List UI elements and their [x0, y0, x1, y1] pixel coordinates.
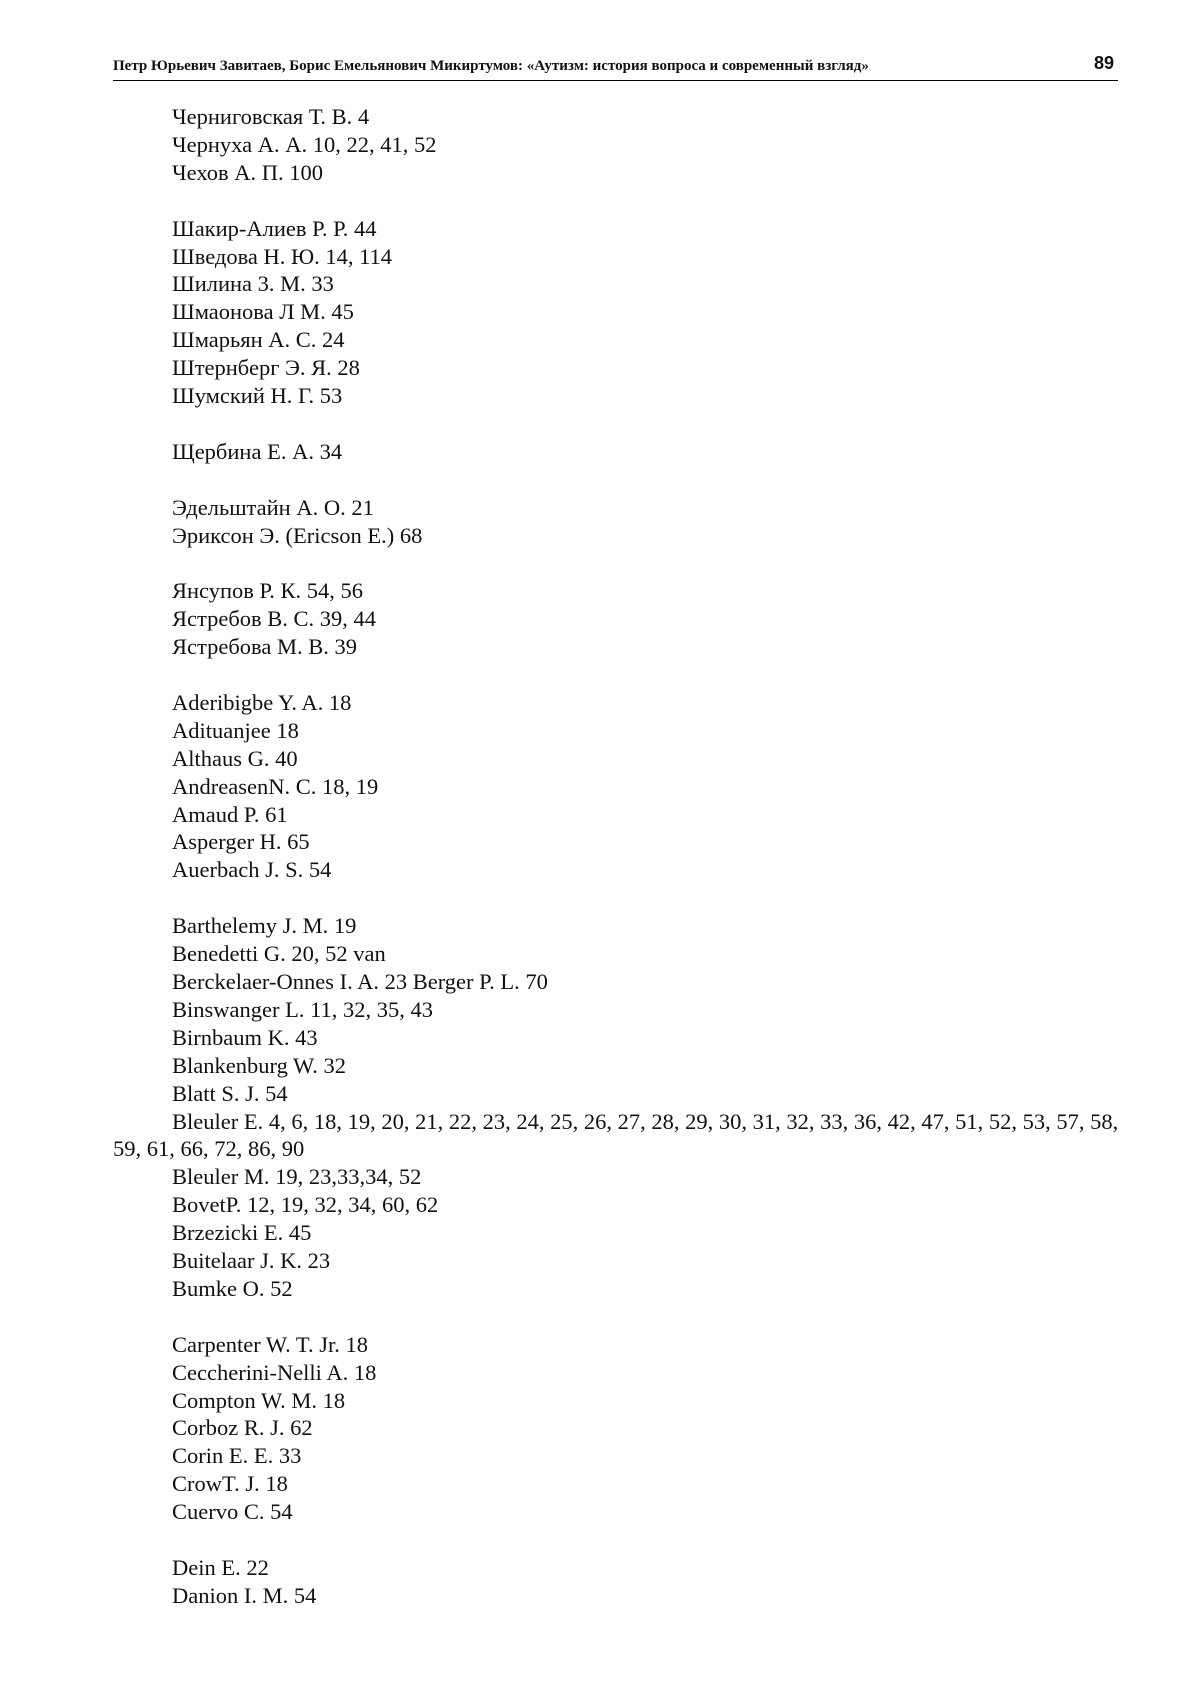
- index-entry: Asperger H. 65: [172, 829, 310, 855]
- index-entry: Ястребова М. В. 39: [172, 634, 357, 660]
- index-group: [113, 215, 1123, 410]
- index-entry: Birnbaum K. 43: [172, 1024, 318, 1050]
- index-entry: Bleuler E. 4, 6, 18, 19, 20, 21, 22, 23, 24, 25, 26, 27, 28, 29, 30, 31, 32, 33, 36, 42, 47, 51, 52, 53, 57, 58, 59, 61, 66, 72, 86, 90: [113, 1108, 1119, 1162]
- index-entry: Carpenter W. T. Jr. 18: [172, 1331, 369, 1357]
- index-entry: Bumke O. 52: [172, 1275, 293, 1301]
- index-entry: Bleuler M. 19, 23,33,34, 52: [172, 1164, 422, 1190]
- index-entry: Штернберг Э. Я. 28: [172, 355, 360, 381]
- index-group: [113, 494, 1123, 550]
- index-entry: Barthelemy J. M. 19: [172, 913, 357, 939]
- index-entry: Ceccherini-Nelli A. 18: [172, 1359, 377, 1385]
- index-entry: Dein E. 22: [172, 1555, 269, 1580]
- index-entry: Cuervo C. 54: [172, 1499, 293, 1525]
- index-entry: Шведова Н. Ю. 14, 114: [172, 243, 393, 269]
- index-entry: Compton W. M. 18: [172, 1387, 346, 1413]
- index-entry: Эриксон Э. (Ericson E.) 68: [172, 522, 423, 548]
- index-entry: Шмарьян А. С. 24: [172, 327, 345, 353]
- index-entry: Berckelaer-Onnes I. A. 23 Berger P. L. 70: [172, 969, 548, 994]
- header-title: Петр Юрьевич Завитаев, Борис Емельянович Микиртумов: «Аутизм: история вопроса и современный взгляд»: [113, 58, 869, 74]
- index-entry: Blankenburg W. 32: [172, 1052, 346, 1078]
- index-entry: Danion I. M. 54: [172, 1582, 317, 1608]
- index-entry: Auerbach J. S. 54: [172, 857, 332, 883]
- index-entry: Brzezicki E. 45: [172, 1220, 312, 1246]
- index-entry: AndreasenN. C. 18, 19: [172, 773, 379, 799]
- index-entry: BovetP. 12, 19, 32, 34, 60, 62: [172, 1192, 439, 1218]
- index-group: [113, 912, 1123, 1303]
- index-group: [113, 1331, 1123, 1526]
- index-entry: Шакир-Алиев Р. Р. 44: [172, 215, 377, 241]
- index-group: [113, 1554, 1123, 1610]
- index-entry: Althaus G. 40: [172, 745, 298, 771]
- index-entry: Amaud P. 61: [172, 801, 288, 827]
- index-entry: Чернуха А. А. 10, 22, 41, 52: [172, 131, 437, 157]
- index-entry: Шмаонова Л М. 45: [172, 299, 354, 325]
- index-group: [113, 689, 1123, 884]
- index-entry: Corboz R. J. 62: [172, 1415, 313, 1441]
- index-entry: Шумский Н. Г. 53: [172, 383, 343, 409]
- index-entry: Шилина 3. М. 33: [172, 271, 334, 297]
- index-entry: Черниговская Т. В. 4: [172, 104, 370, 129]
- index-group: [113, 438, 1123, 466]
- index-entry: Янсупов Р. К. 54, 56: [172, 578, 363, 604]
- index-entry: Corin E. E. 33: [172, 1443, 302, 1469]
- index-entry: Щербина Е. А. 34: [172, 438, 343, 464]
- page-number: 89: [1093, 53, 1114, 73]
- index-group: [113, 103, 1123, 187]
- index-entry: Buitelaar J. K. 23: [172, 1248, 331, 1274]
- index-entry: Ястребов В. С. 39, 44: [172, 606, 377, 632]
- index-entry: Aderibigbe Y. A. 18: [172, 689, 352, 715]
- index-entry: CrowT. J. 18: [172, 1471, 288, 1497]
- index-entry: Adituanjee 18: [172, 717, 299, 743]
- index-group: [113, 577, 1123, 661]
- index-entry: Эдельштайн А. О. 21: [172, 494, 374, 520]
- running-header: [113, 52, 1118, 81]
- index-entry: Blatt S. J. 54: [172, 1080, 288, 1106]
- index-entry: Benedetti G. 20, 52 van: [172, 941, 386, 967]
- name-index: [113, 103, 1123, 1638]
- index-entry: Binswanger L. 11, 32, 35, 43: [172, 996, 434, 1022]
- index-entry: Чехов А. П. 100: [172, 159, 323, 185]
